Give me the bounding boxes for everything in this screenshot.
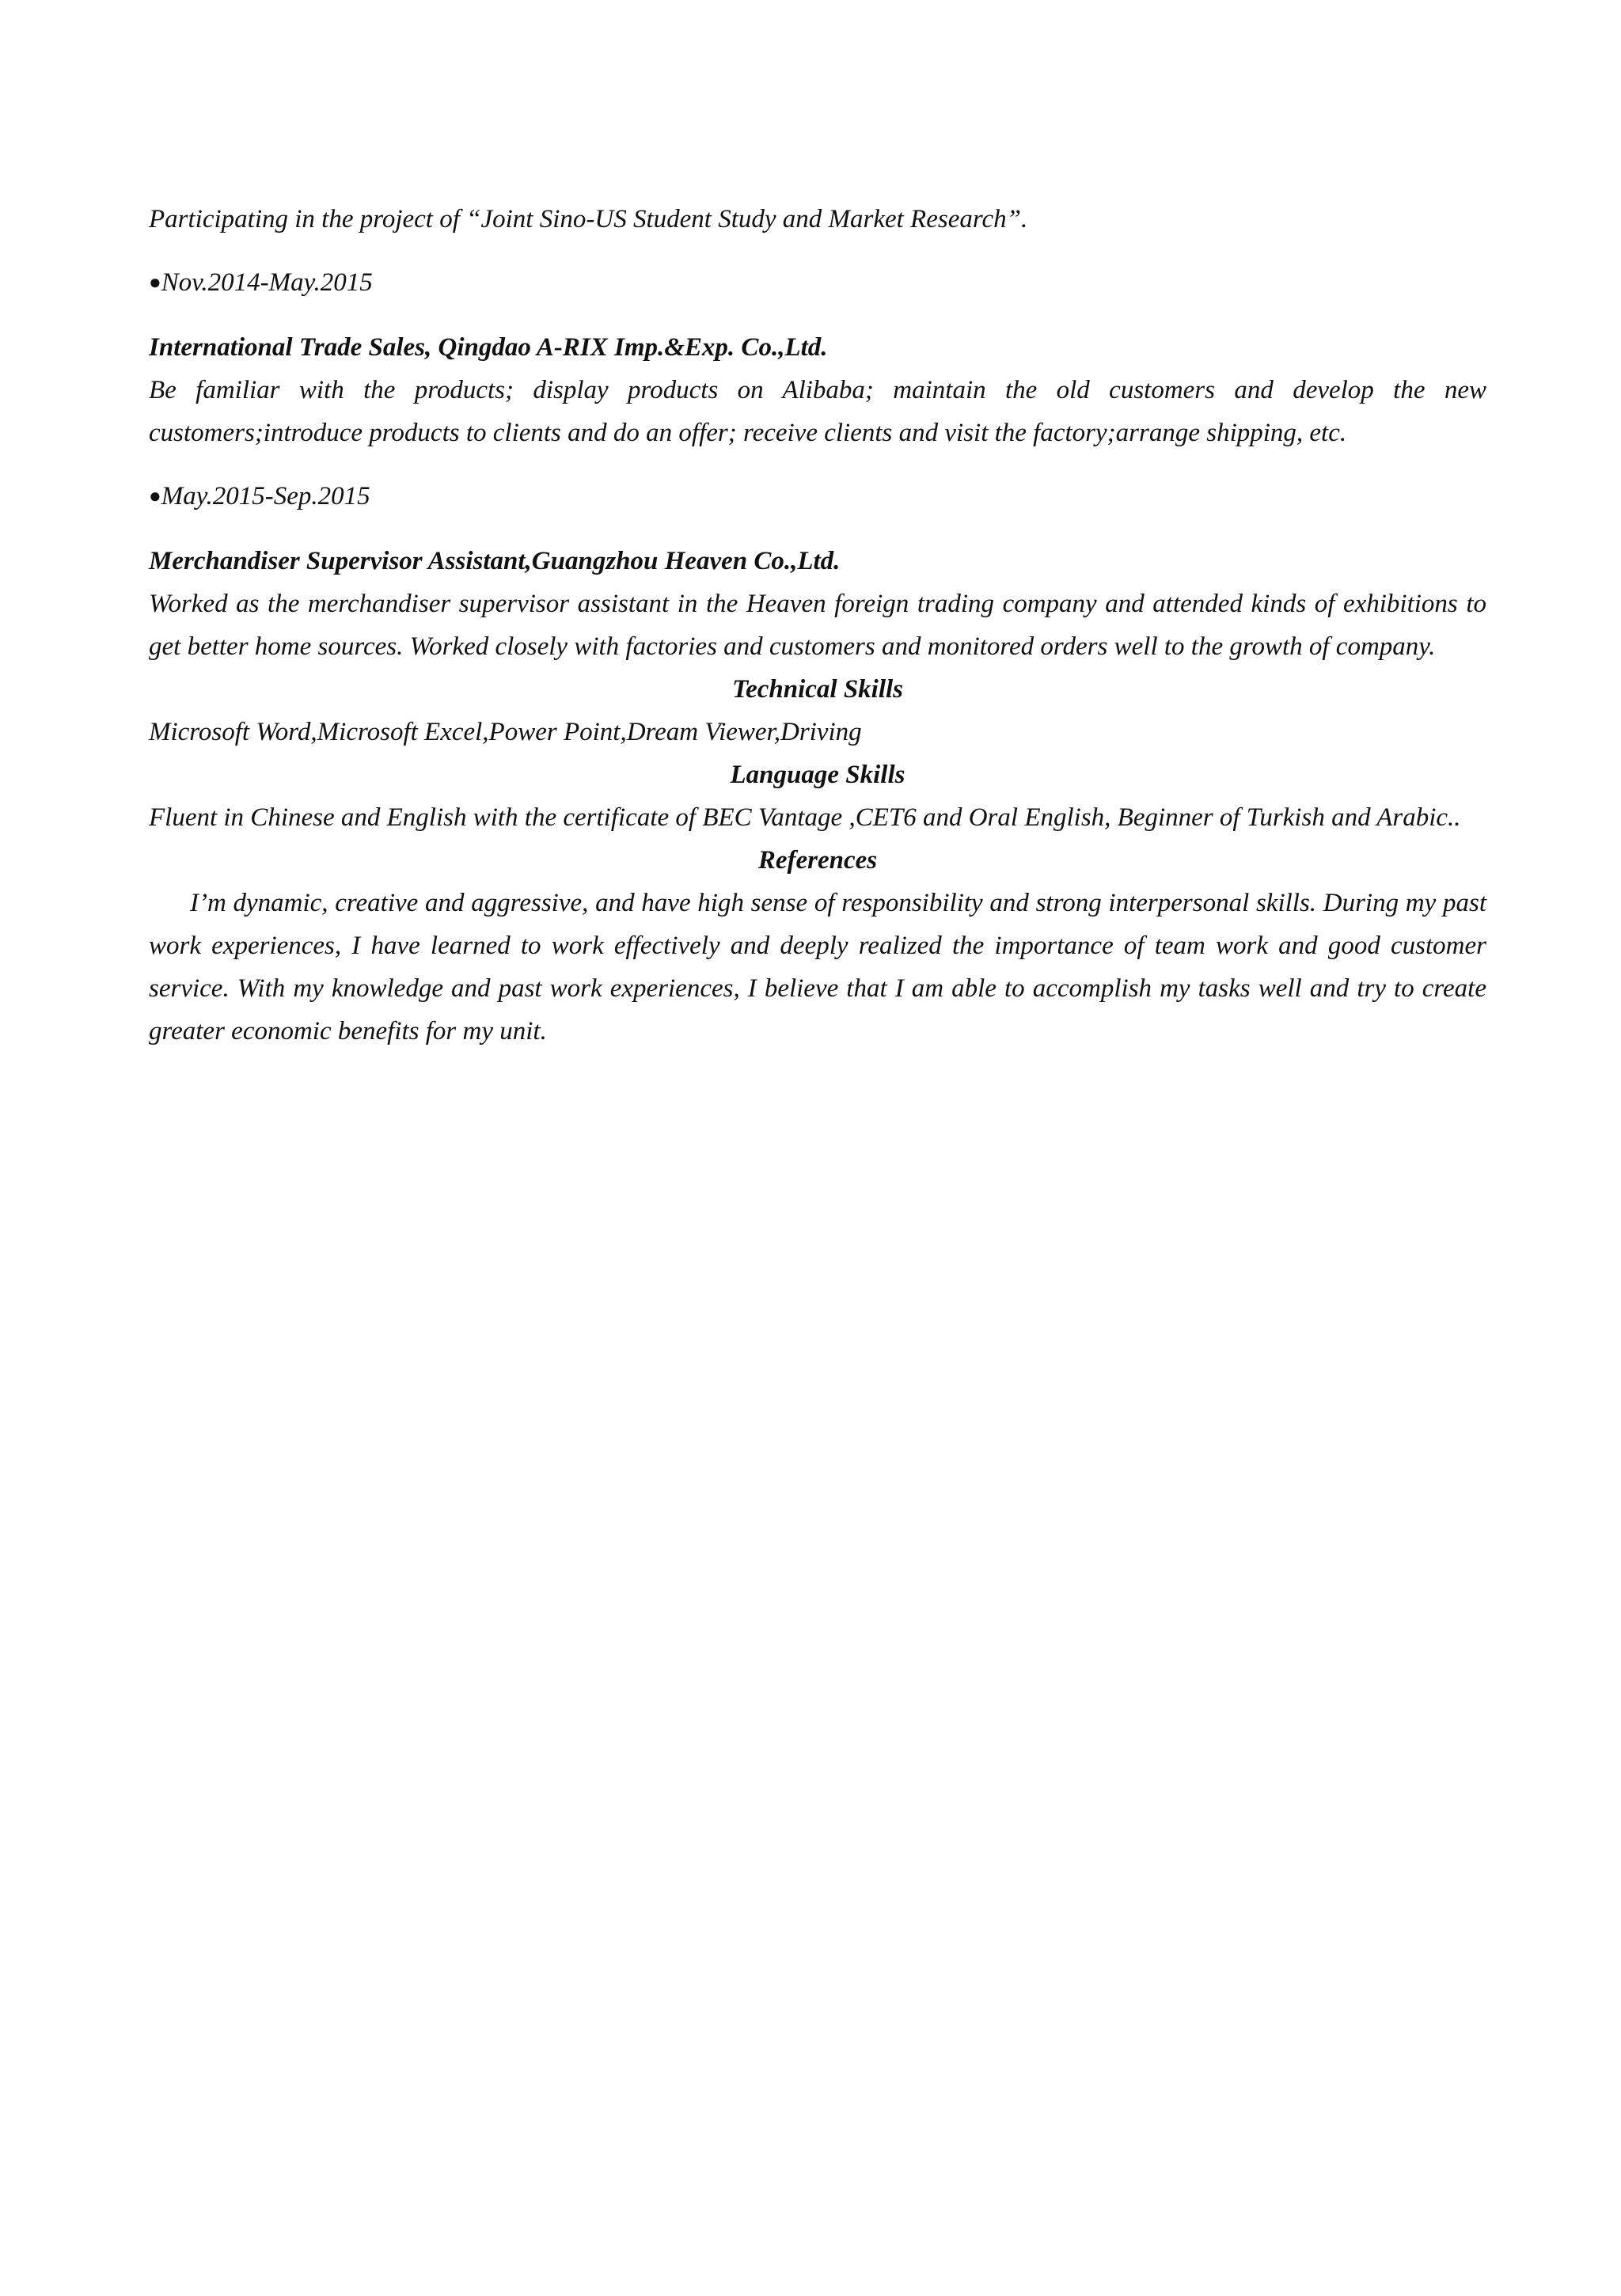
experience-entry-1: [149, 261, 1486, 454]
experience-date-text: Nov.2014-May.2015: [161, 268, 373, 297]
experience-description: Be familiar with the products; display products on Alibaba; maintain the old customers and develop the new customers;introduce products to clients and do an offer; receive clients and visit the factory;arrange shipping, etc.: [149, 376, 1486, 447]
experience-date: [149, 475, 1486, 519]
experience-description: Worked as the merchandiser supervisor assistant in the Heaven foreign trading company and attended kinds of exhibitions to get better home sources. Worked closely with factories and customers and monitored orders well to the growth of company.: [149, 590, 1486, 661]
experience-role: Merchandiser Supervisor Assistant,Guangzhou Heaven Co.,Ltd.: [149, 547, 841, 575]
experience-role: International Trade Sales, Qingdao A-RIX Imp.&Exp. Co.,Ltd.: [149, 333, 828, 362]
experience-entry-2: [149, 475, 1486, 668]
language-skills-text: Fluent in Chinese and English with the certificate of BEC Vantage ,CET6 and Oral English, Beginner of Turkish and Arabic..: [149, 803, 1461, 832]
technical-skills-heading: Technical Skills: [731, 675, 904, 704]
experience-date-text: May.2015-Sep.2015: [161, 482, 370, 510]
references-heading: References: [757, 846, 878, 875]
resume-page: [149, 198, 1486, 1053]
technical-skills-text: Microsoft Word,Microsoft Excel,Power Point,Dream Viewer,Driving: [149, 718, 862, 746]
language-skills-heading: Language Skills: [730, 761, 905, 789]
bullet-icon: ●: [149, 484, 161, 507]
project-participation-text: Participating in the project of “Joint Sino-US Student Study and Market Research”.: [149, 205, 1028, 233]
references-text: I’m dynamic, creative and aggressive, and have high sense of responsibility and strong interpersonal skills. During my past work experiences, I have learned to work effectively and deeply realized the importance of team work and good customer service. With my knowledge and past work experiences, I believe that I am able to accomplish my tasks well and try to create greater economic benefits for my unit.: [149, 889, 1486, 1046]
experience-date: [149, 261, 1486, 306]
bullet-icon: ●: [149, 271, 161, 294]
